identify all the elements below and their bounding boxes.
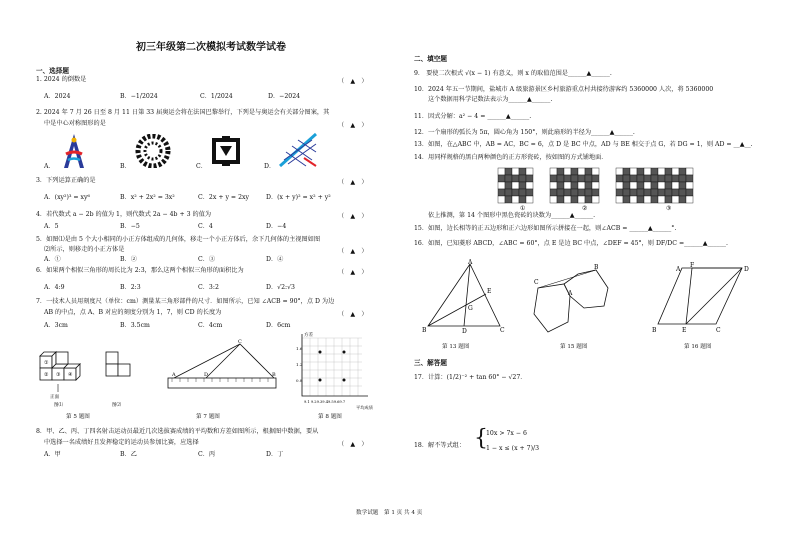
tile — [616, 196, 623, 203]
q13-text: 13．如图，在△ABC 中，AB = AC，BC = 6，点 D 是 BC 中点，AD 与 BE 相交于点 G，若 DG = 1，则 AD = __▲__. — [414, 141, 753, 148]
tile — [512, 175, 519, 182]
section-heading-solve: 三、解答题 — [414, 359, 447, 367]
section-heading-fill: 二、填空题 — [414, 55, 447, 63]
tile — [505, 196, 512, 203]
tile — [571, 182, 578, 189]
tile — [564, 189, 571, 196]
tile — [623, 175, 630, 182]
q2-line2: 中是中心对称图形的是 — [44, 120, 106, 127]
tile — [498, 182, 505, 189]
tile — [623, 196, 630, 203]
q2-answer-bracket[interactable]: （ ▲ ） — [338, 122, 368, 129]
svg-text:①: ① — [44, 360, 49, 366]
q6-option-a: A．4:9 — [44, 284, 65, 291]
tile — [585, 182, 592, 189]
tile — [498, 189, 505, 196]
tile — [672, 196, 679, 203]
q1-option-c: C．1/2024 — [200, 93, 233, 100]
tile — [526, 196, 533, 203]
tile — [519, 189, 526, 196]
fig8-y-label: 方差 — [304, 333, 313, 338]
tile — [526, 182, 533, 189]
svg-text:E: E — [682, 327, 687, 334]
q7-option-a: A．3cm — [44, 322, 68, 329]
q7-option-d: D．6cm — [266, 322, 291, 329]
page-footer: 数学试题 第 1 页 共 4 页 — [356, 510, 423, 516]
q11-text: 11．因式分解：a² − 4 = ______▲______. — [414, 113, 532, 120]
tile — [630, 196, 637, 203]
svg-text:C: C — [534, 279, 539, 286]
q4-option-c: C．4 — [198, 223, 213, 230]
tile — [679, 196, 686, 203]
svg-text:②: ② — [44, 372, 49, 378]
tile — [550, 175, 557, 182]
q10-line1: 10．2024 年五一节期间，盐城市 A 级旅游景区乡村旅游重点村共接待游客约 5360000 人次，将 5360000 — [414, 86, 714, 93]
q15-text: 15．如图，边长相等的正五边形和正六边形如图所示拼接在一起，则∠ACB = ______▲______°. — [414, 225, 677, 232]
tile — [679, 182, 686, 189]
figure-13-triangle — [420, 258, 510, 334]
fig8-point-ding — [343, 379, 346, 382]
q18-stem: 18．解不等式组： — [414, 442, 466, 449]
tile — [630, 182, 637, 189]
svg-text:A: A — [172, 372, 176, 378]
q5-answer-bracket[interactable]: （ ▲ ） — [338, 248, 368, 255]
svg-text:1.6: 1.6 — [296, 346, 303, 351]
tile — [665, 182, 672, 189]
q3-stem: 3．下列运算正确的是 — [36, 177, 96, 184]
svg-text:B: B — [594, 264, 599, 271]
section-heading-choice: 一、选择题 — [36, 67, 69, 75]
q8-line2: 中选择一名成绩好且发挥稳定的运动员参加比赛，应选择 — [44, 439, 199, 446]
tile — [672, 168, 679, 175]
caption-fig7: 第 7 题图 — [196, 414, 220, 420]
tile — [592, 182, 599, 189]
caption-fig8: 第 8 题图 — [318, 414, 342, 420]
svg-text:C: C — [500, 327, 505, 334]
tile — [630, 168, 637, 175]
figure-14-tiles — [496, 166, 728, 212]
q2-option-d: D． — [264, 163, 276, 170]
q6-option-b: B．2:3 — [120, 284, 141, 291]
svg-text:1.2: 1.2 — [296, 362, 303, 367]
tile — [658, 189, 665, 196]
svg-text:B: B — [272, 372, 276, 378]
tile — [644, 182, 651, 189]
q12-text: 12．一个扇形的弧长为 5π，圆心角为 150°，则此扇形的半径为______▲______. — [414, 129, 635, 136]
fig8-point-yi — [343, 351, 346, 354]
q4-option-d: D．−4 — [266, 223, 287, 230]
tile — [616, 175, 623, 182]
tile — [637, 196, 644, 203]
svg-text:F: F — [690, 262, 695, 269]
q2-option-a: A． — [44, 163, 55, 170]
tile — [630, 175, 637, 182]
svg-text:A: A — [568, 290, 573, 297]
tile — [644, 189, 651, 196]
q6-stem: 6．如果两个相似三角形的周长比为 2:3，那么这两个相似三角形的面积比为 — [36, 267, 244, 274]
q7-line2: AB 的中点，点 A、B 对应的刻度分别为 1，7，则 CD 的长度为 — [44, 309, 222, 316]
tile — [592, 168, 599, 175]
q5-option-a: A．① — [44, 256, 61, 263]
tile — [585, 196, 592, 203]
tile — [498, 168, 505, 175]
tile — [578, 189, 585, 196]
svg-text:B: B — [422, 327, 427, 334]
tile — [679, 189, 686, 196]
tile — [630, 189, 637, 196]
tile — [526, 168, 533, 175]
tile — [665, 189, 672, 196]
figure-5-cubes — [34, 338, 134, 408]
q2-line1: 2. 2024 年 7 月 26 日至 8 月 11 日第 33 届奥运会将在法国巴黎举行，下列是与奥运会有关部分图案，其 — [36, 109, 330, 116]
q1-answer-bracket[interactable]: （ ▲ ） — [338, 78, 368, 85]
svg-text:D: D — [462, 328, 467, 334]
tile — [623, 189, 630, 196]
q8-option-b: B．乙 — [120, 451, 137, 458]
tile — [557, 175, 564, 182]
tile — [550, 189, 557, 196]
svg-text:G: G — [468, 305, 473, 312]
tile — [564, 168, 571, 175]
q7-line1: 7．一技术人员用刻度尺（单位：cm）测量某三角形部件的尺寸．如图所示，已知 ∠ACB = 90°，点 D 为边 — [36, 298, 335, 305]
q7-option-c: C．4cm — [198, 322, 223, 329]
svg-text:③: ③ — [56, 372, 61, 378]
tile — [526, 175, 533, 182]
tile — [686, 189, 693, 196]
svg-text:C: C — [716, 327, 721, 334]
q1-stem: 1. 2024 的倒数是 — [36, 76, 87, 83]
tile — [686, 175, 693, 182]
q8-option-d: D．丁 — [266, 451, 284, 458]
tile — [505, 189, 512, 196]
tile — [651, 182, 658, 189]
tile — [564, 196, 571, 203]
tile — [592, 196, 599, 203]
q3-option-c: C．2x + y = 2xy — [198, 194, 250, 201]
svg-text:A: A — [676, 266, 681, 273]
q18-line1: 10x > 7x − 6 — [486, 430, 527, 437]
tile — [651, 196, 658, 203]
tile — [644, 175, 651, 182]
tile — [651, 189, 658, 196]
tile — [665, 168, 672, 175]
tile — [526, 189, 533, 196]
q5-option-d: D．④ — [266, 256, 284, 263]
tile — [557, 182, 564, 189]
q18-brace: { — [474, 426, 488, 451]
tile — [585, 168, 592, 175]
tile — [686, 196, 693, 203]
fig5-front-label: 正面 — [50, 395, 59, 400]
tile — [616, 189, 623, 196]
tile — [550, 196, 557, 203]
tile — [672, 182, 679, 189]
tile — [519, 175, 526, 182]
tile-label-3: ③ — [666, 205, 672, 212]
q18-line2: 1 − x ≤ (x + 7)/3 — [486, 445, 540, 452]
tile — [585, 189, 592, 196]
figure-15-polygons — [528, 262, 620, 338]
tile — [679, 168, 686, 175]
tile — [578, 196, 585, 203]
q8-option-a: A．甲 — [44, 451, 61, 458]
q9-text: 9． 要使二次根式 √(x − 1) 有意义，则 x 的取值范围是______▲______. — [414, 70, 612, 77]
q8-option-c: C．丙 — [198, 451, 216, 458]
svg-text:D: D — [744, 266, 749, 273]
tile — [658, 175, 665, 182]
tile — [585, 175, 592, 182]
tile — [571, 189, 578, 196]
fig8-x-ticks: 9.1 9.29.39.49.59.69.7 — [304, 400, 346, 404]
tile — [564, 175, 571, 182]
q3-option-a: A．(xy²)³ = xy⁶ — [44, 194, 91, 201]
tile — [498, 175, 505, 182]
tile — [519, 168, 526, 175]
olympic-grid-logo — [276, 130, 320, 170]
tile — [512, 196, 519, 203]
q4-option-a: A．5 — [44, 223, 59, 230]
tile-label-2: ② — [582, 205, 588, 212]
tile — [623, 168, 630, 175]
tile — [637, 182, 644, 189]
tile — [519, 182, 526, 189]
tile — [672, 175, 679, 182]
q8-answer-bracket[interactable]: （ ▲ ） — [338, 441, 368, 448]
fig8-x-label: 平均成绩 — [356, 405, 373, 410]
q1-option-d: D．−2024 — [268, 93, 301, 100]
tile — [564, 182, 571, 189]
q3-option-b: B．x² + 2x² = 3x² — [120, 194, 175, 201]
tile — [505, 168, 512, 175]
tile — [616, 182, 623, 189]
q4-stem: 4．若代数式 a − 2b 的值为 1，则代数式 2a − 4b + 3 的值为 — [36, 211, 212, 218]
fig5-label-2: 图⑵ — [112, 403, 121, 408]
tile — [644, 196, 651, 203]
tile — [550, 168, 557, 175]
tile — [623, 182, 630, 189]
tile — [637, 189, 644, 196]
tile — [658, 168, 665, 175]
tile — [505, 175, 512, 182]
tile — [658, 182, 665, 189]
caption-fig16: 第 16 题图 — [684, 344, 712, 350]
tile — [665, 196, 672, 203]
svg-text:C: C — [238, 339, 242, 345]
tile — [505, 182, 512, 189]
tile — [651, 168, 658, 175]
olympic-eiffel-logo — [56, 132, 92, 172]
tile — [512, 168, 519, 175]
q1-option-b: B．−1/2024 — [120, 93, 158, 100]
svg-text:0.8: 0.8 — [296, 378, 303, 383]
tile — [578, 168, 585, 175]
tile — [512, 189, 519, 196]
tile — [557, 196, 564, 203]
tile — [658, 196, 665, 203]
tile — [498, 196, 505, 203]
q5-option-c: C．③ — [198, 256, 216, 263]
caption-fig5: 第 5 题图 — [66, 414, 90, 420]
tile — [550, 182, 557, 189]
tile — [679, 175, 686, 182]
q2-option-c: C． — [196, 163, 207, 170]
tile — [592, 189, 599, 196]
tile — [665, 175, 672, 182]
figure-16-rhombus — [652, 262, 756, 334]
svg-text:B: B — [652, 327, 657, 334]
tile — [637, 168, 644, 175]
tile — [637, 175, 644, 182]
q5-option-b: B．② — [120, 256, 137, 263]
tile — [571, 175, 578, 182]
tile — [644, 168, 651, 175]
fig8-point-bing — [319, 379, 322, 382]
svg-text:A: A — [468, 259, 473, 266]
q3-option-d: D．(x + y)² = x² + y² — [266, 194, 331, 201]
page-title: 初三年级第二次模拟考试数学试卷 — [136, 42, 286, 53]
tile — [686, 168, 693, 175]
svg-text:④: ④ — [68, 372, 73, 378]
olympic-emblem-logo — [206, 134, 246, 168]
tile-label-1: ① — [520, 205, 526, 212]
fig5-label-1: 图⑴ — [54, 403, 63, 408]
svg-text:D: D — [204, 372, 209, 378]
q2-option-b: B． — [120, 163, 131, 170]
q4-option-b: B．−5 — [120, 223, 140, 230]
olympic-ring-pattern-logo — [132, 134, 174, 168]
fig8-point-jia — [319, 351, 322, 354]
figure-8-scatter — [290, 330, 374, 410]
q16-text: 16．如图，已知菱形 ABCD，∠ABC = 60°，点 E 是边 BC 中点，∠DEF = 45°，则 DF/DC =______▲______. — [414, 240, 728, 247]
tile — [686, 182, 693, 189]
tile — [578, 175, 585, 182]
q1-option-a: A．2024 — [44, 93, 71, 100]
tile — [557, 168, 564, 175]
q10-line2: 这个数据用科学记数法表示为______▲______. — [428, 96, 553, 103]
tile — [672, 189, 679, 196]
caption-fig13: 第 13 题图 — [442, 344, 470, 350]
figure-7-ruler — [164, 338, 280, 408]
q6-option-d: D．√2:√3 — [266, 284, 295, 291]
q5-line2: ⑵所示，则移走的小正方体是 — [44, 246, 125, 253]
q14-text: 14．用同样规格的黑白两种颜色的正方形瓷砖，按如图的方式铺地面． — [414, 154, 608, 161]
q14-follow: 依上推测，第 14 个图形中黑色瓷砖的块数为______▲______. — [428, 212, 596, 219]
tile — [616, 168, 623, 175]
q8-line1: 8．甲、乙、丙、丁四名射击运动员最近几次选拔赛成绩的平均数和方差如图所示，根据图中数据，要从 — [36, 428, 319, 435]
tile — [651, 175, 658, 182]
q17-text: 17．计算：(1/2)⁻² + tan 60° − √27． — [414, 374, 527, 381]
q6-answer-bracket[interactable]: （ ▲ ） — [338, 269, 368, 276]
q4-answer-bracket[interactable]: （ ▲ ） — [338, 213, 368, 220]
tile — [571, 196, 578, 203]
q5-line1: 5．如图⑴是由 5 个大小相同的小正方体组成的几何体，移走一个小正方体后，余下几何体的主视图如图 — [36, 236, 321, 243]
tile — [512, 182, 519, 189]
q3-answer-bracket[interactable]: （ ▲ ） — [338, 179, 368, 186]
q7-option-b: B．3.5cm — [120, 322, 150, 329]
svg-text:E: E — [487, 288, 492, 295]
tile — [571, 168, 578, 175]
q6-option-c: C．3:2 — [198, 284, 219, 291]
tile — [578, 182, 585, 189]
q7-answer-bracket[interactable]: （ ▲ ） — [338, 311, 368, 318]
caption-fig15: 第 15 题图 — [560, 344, 588, 350]
tile — [557, 189, 564, 196]
tile — [519, 196, 526, 203]
tile — [592, 175, 599, 182]
